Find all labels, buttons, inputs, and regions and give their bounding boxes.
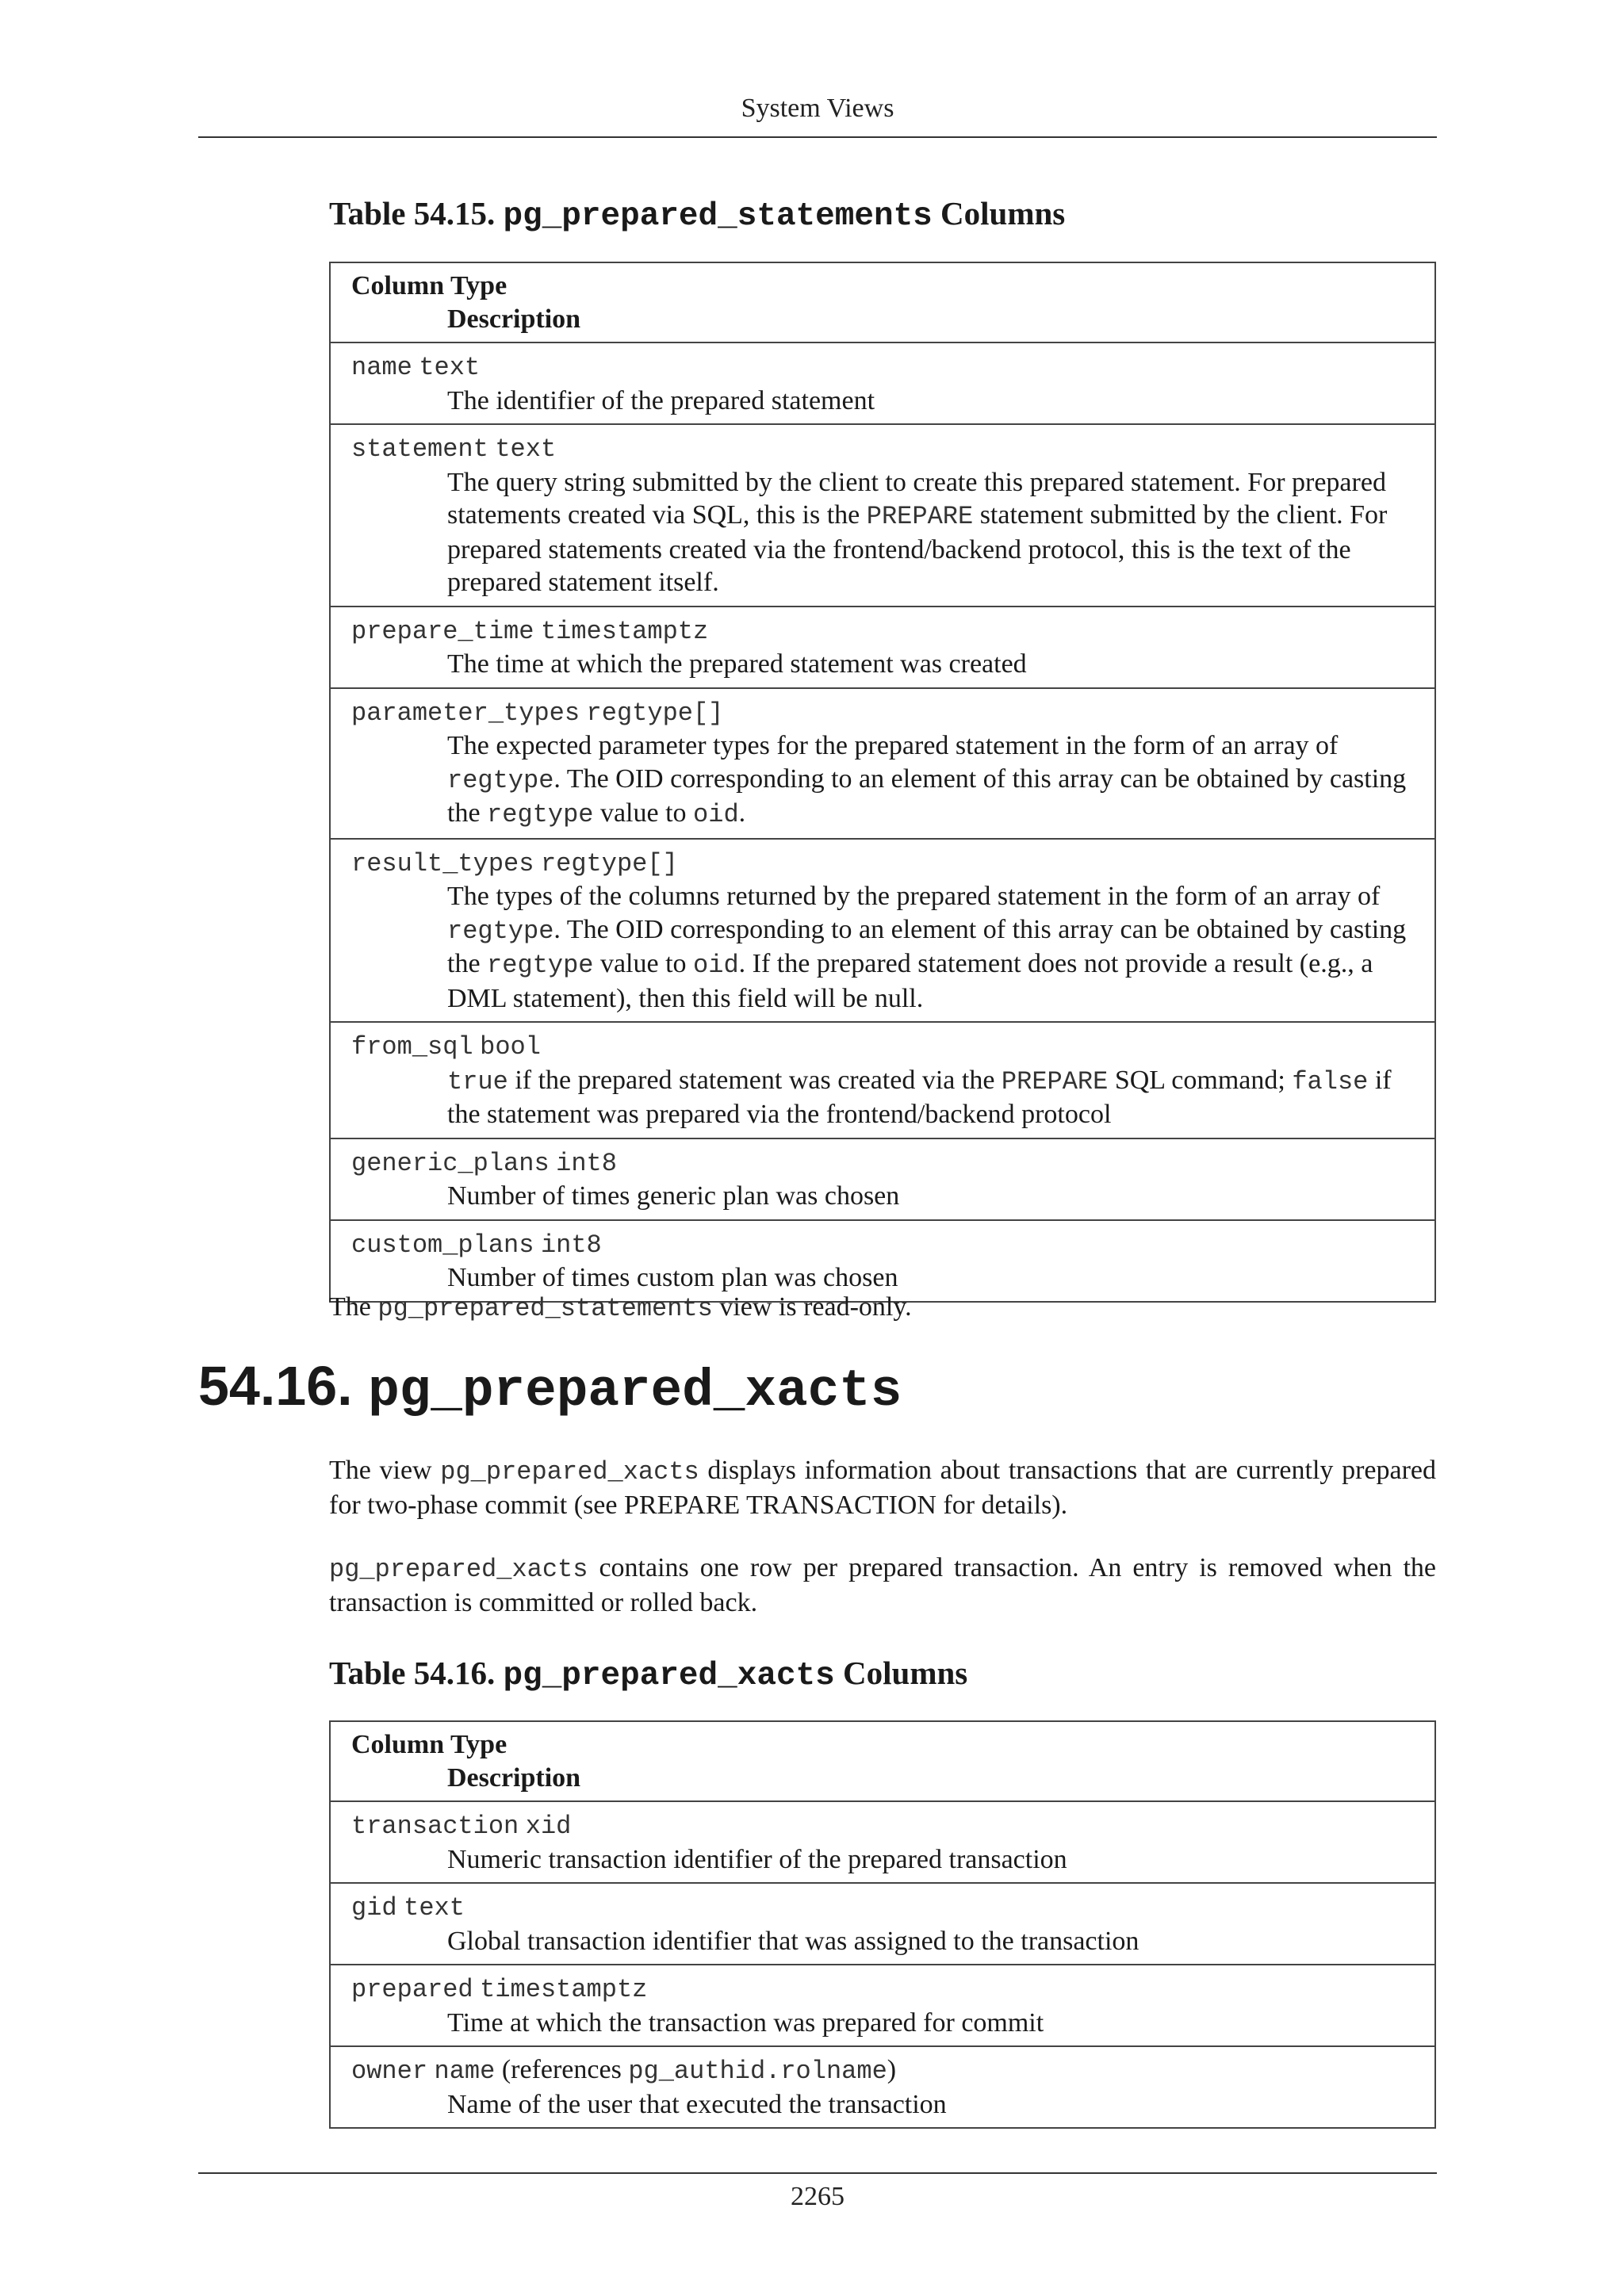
column-name: generic_plans <box>351 1148 550 1178</box>
table-title-54-16 <box>329 1654 967 1694</box>
table-title-suffix: Columns <box>843 1655 968 1691</box>
column-type: regtype[] <box>540 848 678 878</box>
column-name: owner <box>351 2057 428 2086</box>
column-type: int8 <box>556 1148 617 1178</box>
column-type: text <box>495 434 557 464</box>
column-type: text <box>419 353 481 382</box>
column-description: Time at which the transaction was prepared for commit <box>447 2007 1044 2038</box>
table-title-prefix: Table 54.15. <box>329 195 496 232</box>
table-title-name: pg_prepared_statements <box>503 198 933 235</box>
inline-code: false <box>1292 1066 1369 1096</box>
inline-code: true <box>447 1066 508 1096</box>
header-column-type: Column Type <box>351 271 508 300</box>
table-row <box>331 838 1434 1022</box>
table-pg-prepared-xacts <box>329 1720 1436 2129</box>
inline-code: pg_authid.rolname <box>628 2057 887 2086</box>
table-row <box>331 1800 1434 1882</box>
column-type: name <box>434 2057 496 2086</box>
column-type: text <box>404 1893 465 1923</box>
paragraph-intro: The view pg_prepared_xacts displays information about transactions that are currently prepared for two-phase commit (see PREPARE TRANSACTION for details). <box>329 1456 1436 1520</box>
column-name: result_types <box>351 848 534 878</box>
inline-code: PREPARE <box>1001 1066 1109 1096</box>
section-number: 54.16. <box>198 1355 353 1417</box>
inline-code: PREPARE <box>866 502 974 531</box>
column-description: Name of the user that executed the transaction <box>447 2089 947 2119</box>
column-type: timestamptz <box>540 616 709 646</box>
inline-code: regtype <box>487 951 594 980</box>
table-row <box>331 423 1434 606</box>
section-heading <box>198 1354 902 1421</box>
table-row <box>331 1021 1434 1138</box>
column-name: gid <box>351 1893 397 1923</box>
table-title-name: pg_prepared_xacts <box>503 1658 835 1694</box>
paragraph-rows: pg_prepared_xacts contains one row per prepared transaction. An entry is removed when the transaction is committed or rolled back. <box>329 1553 1436 1617</box>
table-pg-prepared-statements <box>329 262 1436 1303</box>
table-row <box>331 1882 1434 1964</box>
column-description: Number of times custom plan was chosen <box>447 1263 898 1292</box>
column-name: parameter_types <box>351 698 580 728</box>
table-title-54-15 <box>329 194 1065 235</box>
header-description: Description <box>447 1762 581 1793</box>
read-only-note: The pg_prepared_statements view is read-only. <box>329 1292 912 1323</box>
inline-code: pg_prepared_xacts <box>440 1457 699 1487</box>
column-description: The identifier of the prepared statement <box>447 385 875 415</box>
column-description: The expected parameter types for the prepared statement in the form of an array of regtype. The OID corresponding to an element of this array can be obtained by casting the regtype value to oid. <box>447 731 1407 829</box>
table-title-prefix: Table 54.16. <box>329 1655 496 1691</box>
inline-code: pg_prepared_xacts <box>329 1555 588 1584</box>
table-title-suffix: Columns <box>940 195 1066 232</box>
column-name: transaction <box>351 1812 519 1841</box>
column-name: custom_plans <box>351 1230 534 1260</box>
header-rule <box>198 136 1437 138</box>
running-header: System Views <box>741 94 894 123</box>
header-description: Description <box>447 304 581 334</box>
column-description: The types of the columns returned by the prepared statement in the form of an array of regtype. The OID corresponding to an element of this array can be obtained by casting the regtype value to oid. If the prepared statement does not provide a result (e.g., a DML statement), then this field will be null. <box>447 882 1407 1013</box>
table-row <box>331 1138 1434 1219</box>
footer-rule <box>198 2172 1437 2174</box>
column-description: Global transaction identifier that was assigned to the transaction <box>447 1926 1139 1956</box>
column-type: xid <box>525 1812 572 1841</box>
inline-code: regtype <box>487 800 594 829</box>
column-type: regtype[] <box>586 698 724 728</box>
table-row: owner name (references pg_authid.rolname) Name of the user that executed the transaction <box>331 2045 1434 2127</box>
page-number: 2265 <box>791 2182 845 2211</box>
column-description: Number of times generic plan was chosen <box>447 1181 900 1211</box>
table-row <box>331 687 1434 838</box>
table-header-row <box>331 263 1434 342</box>
table-row <box>331 1219 1434 1301</box>
column-name: prepare_time <box>351 616 534 646</box>
column-name: from_sql <box>351 1032 473 1062</box>
column-name: prepared <box>351 1975 473 2004</box>
inline-code: regtype <box>447 765 554 795</box>
column-type: timestamptz <box>480 1975 648 2004</box>
column-type: bool <box>480 1032 541 1062</box>
table-row <box>331 342 1434 423</box>
inline-code: oid <box>693 951 739 980</box>
column-name: name <box>351 353 412 382</box>
section-name: pg_prepared_xacts <box>368 1361 902 1421</box>
inline-code: regtype <box>447 916 554 946</box>
column-description: The query string submitted by the client to create this prepared statement. For prepared statements created via SQL, this is the PREPARE statement submitted by the client. For prepared statements created via the frontend/backend protocol, this is the text of the prepared statement itself. <box>447 467 1388 597</box>
column-description: true if the prepared statement was created via the PREPARE SQL command; false if the statement was prepared via the frontend/backend protocol <box>447 1065 1392 1129</box>
table-row <box>331 1964 1434 2045</box>
column-name: statement <box>351 434 488 464</box>
table-row <box>331 606 1434 687</box>
header-column-type: Column Type <box>351 1730 508 1759</box>
column-description: Numeric transaction identifier of the prepared transaction <box>447 1844 1067 1874</box>
column-description: The time at which the prepared statement was created <box>447 649 1027 679</box>
inline-code: pg_prepared_statements <box>377 1294 713 1323</box>
table-header-row <box>331 1722 1434 1800</box>
inline-code: oid <box>693 800 739 829</box>
column-type: int8 <box>540 1230 602 1260</box>
